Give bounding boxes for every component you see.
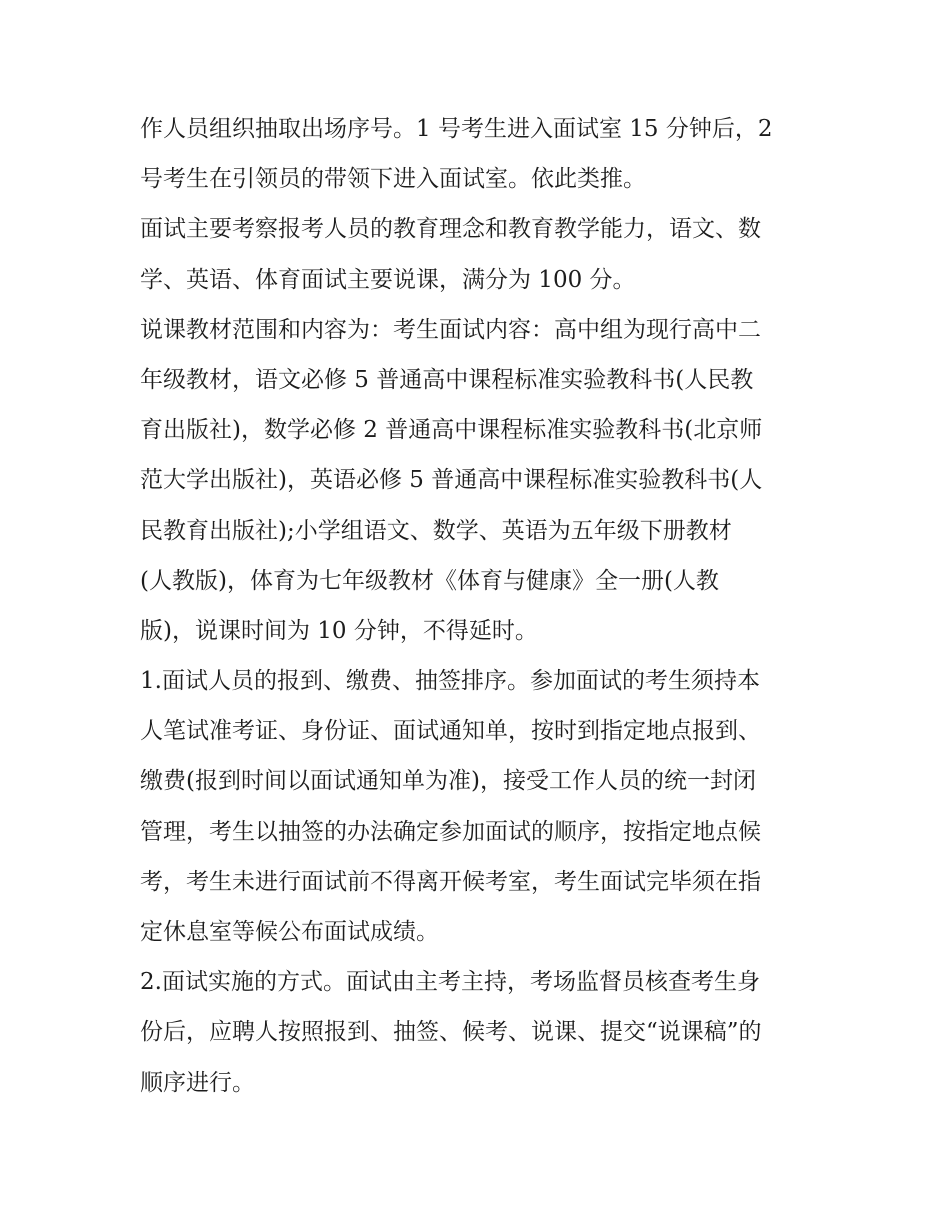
text-line: (人教版)，体育为七年级教材《体育与健康》全一册(人教	[140, 567, 719, 594]
text-line: 2.面试实施的方式。面试由主考主持，考场监督员核查考生身	[140, 969, 760, 996]
text-line: 民教育出版社);小学组语文、数学、英语为五年级下册教材	[140, 517, 732, 544]
text-line: 份后，应聘人按照报到、抽签、候考、说课、提交“说课稿”的	[140, 1019, 762, 1046]
text-line: 1.面试人员的报到、缴费、抽签排序。参加面试的考生须持本	[140, 668, 760, 695]
text-line: 定休息室等候公布面试成绩。	[140, 919, 439, 945]
text-line: 顺序进行。	[140, 1069, 255, 1096]
text-line: 人笔试准考证、身份证、面试通知单，按时到指定地点报到、	[140, 718, 761, 745]
paragraph-exam-order	[140, 104, 820, 204]
document-body	[140, 104, 820, 1108]
text-line: 管理，考生以抽签的办法确定参加面试的顺序，按指定地点候	[140, 818, 761, 845]
paragraph-registration	[140, 656, 820, 957]
text-line: 说课教材范围和内容为：考生面试内容：高中组为现行高中二	[140, 316, 761, 343]
text-line: 学、英语、体育面试主要说课，满分为 100 分。	[140, 266, 636, 293]
text-line: 范大学出版社)，英语必修 5 普通高中课程标准实验教科书(人	[140, 467, 763, 494]
text-line: 号考生在引领员的带领下进入面试室。依此类推。	[140, 166, 646, 193]
paragraph-textbook-scope	[140, 305, 820, 656]
text-line: 版)，说课时间为 10 分钟，不得延时。	[140, 617, 538, 644]
paragraph-interview-focus	[140, 204, 820, 304]
text-line: 作人员组织抽取出场序号。1 号考生进入面试室 15 分钟后，2	[140, 116, 773, 142]
text-line: 育出版社)，数学必修 2 普通高中课程标准实验教科书(北京师	[140, 417, 763, 444]
text-line: 年级教材，语文必修 5 普通高中课程标准实验教科书(人民教	[140, 366, 754, 393]
text-line: 缴费(报到时间以面试通知单为准)，接受工作人员的统一封闭	[140, 768, 756, 795]
paragraph-interview-method	[140, 957, 820, 1108]
text-line: 面试主要考察报考人员的教育理念和教育教学能力，语文、数	[140, 216, 761, 243]
text-line: 考，考生未进行面试前不得离开候考室，考生面试完毕须在指	[140, 868, 761, 895]
